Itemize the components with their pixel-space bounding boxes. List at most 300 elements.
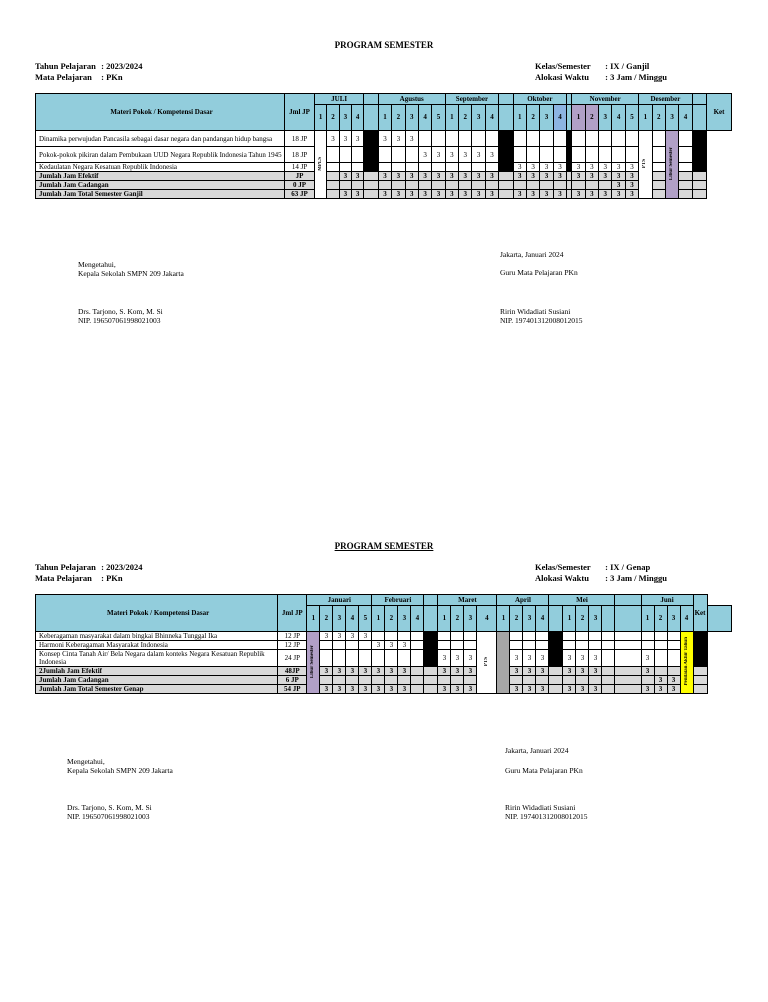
week-cell — [424, 667, 438, 676]
week-header: 4 — [680, 606, 693, 632]
week-cell: 3 — [405, 190, 418, 199]
week-header — [615, 606, 641, 632]
week-cell: 3 — [438, 667, 451, 676]
week-header: 4 — [346, 606, 359, 632]
week-cell: 3 — [526, 190, 539, 199]
week-cell: 3 — [589, 685, 602, 694]
week-cell: 3 — [510, 650, 523, 667]
week-cell: 3 — [320, 632, 333, 641]
week-cell: 3 — [585, 172, 598, 181]
separator-cell — [615, 595, 641, 606]
week-header: 5 — [432, 105, 445, 131]
kepsek-name: Drs. Tarjono, S. Kom, M. Si — [67, 803, 152, 812]
month-header: Maret — [438, 595, 497, 606]
jp-cell: 12 JP — [278, 641, 307, 650]
week-header: 1 — [438, 606, 451, 632]
week-cell: 3 — [346, 685, 359, 694]
week-cell: 3 — [612, 163, 625, 172]
week-header: 2 — [392, 105, 405, 131]
week-cell — [510, 676, 523, 685]
week-cell — [641, 676, 654, 685]
month-header: November — [572, 94, 639, 105]
week-cell: 3 — [372, 641, 385, 650]
week-header: 4 — [351, 105, 363, 131]
week-cell: 3 — [359, 667, 372, 676]
week-cell — [333, 676, 346, 685]
schedule-marker — [477, 632, 497, 694]
week-header: 2 — [652, 105, 665, 131]
kepsek-title: Kepala Sekolah SMPN 209 Jakarta — [78, 269, 184, 278]
week-cell — [346, 641, 359, 650]
week-header: 3 — [667, 606, 680, 632]
week-cell: 3 — [464, 685, 477, 694]
week-cell: 3 — [585, 190, 598, 199]
week-cell: 3 — [385, 641, 398, 650]
week-header: 2 — [526, 105, 539, 131]
guru-title: Guru Mata Pelajaran PKn — [505, 766, 583, 775]
week-header: 1 — [378, 105, 391, 131]
week-cell — [615, 676, 641, 685]
week-cell: 3 — [540, 172, 553, 181]
week-cell: 3 — [625, 190, 638, 199]
week-cell: 3 — [438, 685, 451, 694]
week-cell — [411, 641, 424, 650]
week-cell: 3 — [472, 190, 485, 199]
week-cell: 3 — [667, 685, 680, 694]
week-cell: 3 — [351, 172, 363, 181]
month-header: Februari — [372, 595, 424, 606]
week-cell: 3 — [625, 163, 638, 172]
week-header: 2 — [459, 105, 472, 131]
week-header: 4 — [553, 105, 566, 131]
header-materi: Materi Pokok / Kompetensi Dasar — [36, 595, 278, 632]
week-cell — [398, 676, 411, 685]
week-cell: 3 — [654, 685, 667, 694]
week-cell: 3 — [585, 163, 598, 172]
week-cell: 3 — [445, 147, 458, 163]
week-cell: 3 — [432, 172, 445, 181]
header-ket: Ket — [707, 94, 732, 131]
header-right — [535, 562, 667, 584]
week-cell: 3 — [320, 685, 333, 694]
tahun-value: : 2023/2024 — [101, 562, 143, 572]
week-cell: 3 — [523, 667, 536, 676]
alokasi-value: : 3 Jam / Minggu — [605, 72, 667, 82]
week-cell: 3 — [540, 190, 553, 199]
week-cell: 3 — [513, 190, 526, 199]
week-cell — [536, 641, 549, 650]
week-cell — [549, 667, 563, 676]
week-cell: 3 — [536, 685, 549, 694]
materi-cell: Jumlah Jam Cadangan — [36, 676, 278, 685]
week-cell: 3 — [432, 190, 445, 199]
week-cell: 3 — [398, 667, 411, 676]
week-cell — [451, 641, 464, 650]
week-cell — [693, 641, 707, 650]
marker-label: Libur Semester — [310, 644, 316, 679]
week-header: 3 — [523, 606, 536, 632]
semester-table — [35, 594, 732, 694]
week-cell: 3 — [346, 632, 359, 641]
mengetahui-text: Mengetahui, — [78, 260, 116, 269]
week-cell: 3 — [553, 190, 566, 199]
week-cell — [549, 641, 563, 650]
week-header: 2 — [385, 606, 398, 632]
signature-left — [67, 757, 173, 775]
week-header: 2 — [510, 606, 523, 632]
month-header: Agustus — [378, 94, 445, 105]
header-ket: Ket — [693, 595, 707, 632]
week-cell: 3 — [418, 147, 431, 163]
week-cell — [602, 632, 615, 641]
week-header: 2 — [451, 606, 464, 632]
week-cell — [654, 632, 667, 641]
table-row — [36, 667, 732, 676]
week-header: 2 — [576, 606, 589, 632]
week-cell: 3 — [351, 131, 363, 147]
week-cell — [451, 676, 464, 685]
week-cell: 3 — [485, 172, 498, 181]
kelas-value: : IX / Genap — [605, 562, 651, 572]
week-cell — [438, 676, 451, 685]
week-cell — [510, 641, 523, 650]
week-cell: 3 — [346, 667, 359, 676]
week-cell: 3 — [378, 190, 391, 199]
week-header — [602, 606, 615, 632]
week-cell — [372, 676, 385, 685]
kepsek-title: Kepala Sekolah SMPN 209 Jakarta — [67, 766, 173, 775]
week-cell — [654, 667, 667, 676]
week-cell: 3 — [563, 685, 576, 694]
week-header: 1 — [639, 105, 652, 131]
week-header: 5 — [359, 606, 372, 632]
week-cell — [438, 632, 451, 641]
week-cell: 3 — [641, 650, 654, 667]
week-cell: 3 — [625, 172, 638, 181]
header-materi: Materi Pokok / Kompetensi Dasar — [36, 94, 285, 131]
materi-cell: Keberagaman masyarakat dalam bingkai Bhinneka Tunggal Ika — [36, 632, 278, 641]
week-cell: 3 — [540, 163, 553, 172]
week-cell: 3 — [385, 685, 398, 694]
week-cell — [320, 676, 333, 685]
header-left — [35, 562, 142, 584]
alokasi-label: Alokasi Waktu — [535, 573, 589, 583]
week-cell: 3 — [333, 667, 346, 676]
week-cell — [667, 641, 680, 650]
week-cell: 3 — [553, 163, 566, 172]
week-cell — [359, 676, 372, 685]
mapel-label: Mata Pelajaran — [35, 72, 92, 82]
month-header: Juni — [641, 595, 693, 606]
jp-cell: 6 JP — [278, 676, 307, 685]
week-cell — [549, 676, 563, 685]
week-cell — [693, 685, 707, 694]
materi-cell: 2Jumlah Jam Efektif — [36, 667, 278, 676]
week-cell: 3 — [563, 667, 576, 676]
week-cell — [667, 667, 680, 676]
schedule-marker — [307, 632, 320, 694]
week-cell: 3 — [563, 650, 576, 667]
week-cell — [693, 676, 707, 685]
week-cell: 3 — [451, 685, 464, 694]
week-cell — [549, 650, 563, 667]
week-header: 1 — [641, 606, 654, 632]
week-cell — [576, 641, 589, 650]
week-cell: 3 — [510, 685, 523, 694]
week-cell — [523, 676, 536, 685]
jp-cell: 18 JP — [285, 131, 315, 147]
schedule-marker — [497, 632, 510, 694]
guru-name: Ririn Widadiati Susiani — [500, 307, 571, 316]
week-cell: 3 — [612, 190, 625, 199]
week-cell: 3 — [451, 650, 464, 667]
marker-label: PTS — [642, 158, 648, 169]
week-cell: 3 — [513, 172, 526, 181]
kelas-label: Kelas/Semester — [535, 61, 591, 71]
week-cell — [385, 676, 398, 685]
week-cell: 3 — [464, 650, 477, 667]
week-header: 1 — [314, 105, 326, 131]
week-cell: 3 — [372, 667, 385, 676]
week-cell: 3 — [654, 676, 667, 685]
week-cell — [693, 650, 707, 667]
week-cell: 3 — [432, 147, 445, 163]
week-header: 3 — [589, 606, 602, 632]
week-cell — [589, 632, 602, 641]
week-header: 2 — [654, 606, 667, 632]
week-cell — [576, 676, 589, 685]
kepsek-nip: NIP. 196507061998021003 — [78, 316, 161, 325]
materi-cell: Pokok-pokok pikiran dalam Pembukaan UUD Negara Republik Indonesia Tahun 1945 — [36, 147, 285, 163]
week-cell — [615, 667, 641, 676]
week-cell — [549, 685, 563, 694]
week-cell — [615, 685, 641, 694]
month-header: JULI — [314, 94, 363, 105]
week-cell — [667, 632, 680, 641]
week-cell: 3 — [320, 667, 333, 676]
week-cell: 3 — [327, 131, 339, 147]
week-cell: 3 — [351, 190, 363, 199]
week-cell — [654, 641, 667, 650]
week-cell: 3 — [589, 667, 602, 676]
week-cell — [464, 641, 477, 650]
week-cell — [641, 632, 654, 641]
week-cell — [333, 641, 346, 650]
week-cell — [602, 650, 615, 667]
week-header: 3 — [540, 105, 553, 131]
materi-cell: Harmoni Keberagaman Masyarakat Indonesia — [36, 641, 278, 650]
week-cell: 3 — [572, 190, 585, 199]
week-cell: 3 — [513, 163, 526, 172]
week-cell: 3 — [523, 650, 536, 667]
marker-label: MPLS — [317, 156, 323, 171]
week-cell — [563, 632, 576, 641]
week-header: 3 — [599, 105, 612, 131]
week-cell: 3 — [667, 676, 680, 685]
week-cell — [359, 641, 372, 650]
week-cell: 3 — [572, 163, 585, 172]
week-header: 3 — [339, 105, 351, 131]
guru-name: Ririn Widadiati Susiani — [505, 803, 576, 812]
month-header: April — [497, 595, 549, 606]
week-cell — [464, 676, 477, 685]
month-header: Oktober — [513, 94, 567, 105]
jp-cell: 54 JP — [278, 685, 307, 694]
header-jml-jp: Jml JP — [285, 94, 315, 131]
week-cell — [523, 632, 536, 641]
week-cell — [424, 650, 438, 667]
week-cell — [438, 641, 451, 650]
signature-right-name — [505, 803, 588, 821]
week-cell: 3 — [339, 190, 351, 199]
week-cell — [576, 632, 589, 641]
week-cell: 3 — [526, 172, 539, 181]
week-cell — [398, 632, 411, 641]
week-header: 4 — [477, 606, 497, 632]
week-cell: 3 — [418, 190, 431, 199]
week-header: 2 — [585, 105, 598, 131]
week-cell: 3 — [339, 172, 351, 181]
week-cell: 3 — [576, 667, 589, 676]
week-cell — [411, 632, 424, 641]
week-cell: 3 — [576, 685, 589, 694]
week-cell: 3 — [392, 190, 405, 199]
week-cell — [536, 632, 549, 641]
week-cell — [424, 685, 438, 694]
week-cell: 3 — [372, 685, 385, 694]
guru-nip: NIP. 197401312008012015 — [500, 316, 583, 325]
week-cell — [424, 676, 438, 685]
week-cell: 3 — [359, 685, 372, 694]
week-cell: 3 — [398, 685, 411, 694]
week-cell: 3 — [405, 131, 418, 147]
week-cell: 3 — [641, 685, 654, 694]
week-cell: 3 — [398, 641, 411, 650]
place-date: Jakarta, Januari 2024 — [500, 250, 564, 259]
alokasi-label: Alokasi Waktu — [535, 72, 589, 82]
materi-cell: Jumlah Jam Total Semester Genap — [36, 685, 278, 694]
jp-cell: 63 JP — [285, 190, 315, 199]
tahun-label: Tahun Pelajaran — [35, 61, 96, 71]
place-date: Jakarta, Januari 2024 — [505, 746, 569, 755]
materi-cell: Jumlah Jam Efektif — [36, 172, 285, 181]
week-cell: 3 — [589, 650, 602, 667]
week-cell: 3 — [385, 667, 398, 676]
week-cell: 3 — [451, 667, 464, 676]
week-cell — [563, 676, 576, 685]
week-cell: 3 — [625, 181, 638, 190]
kelas-label: Kelas/Semester — [535, 562, 591, 572]
week-cell: 3 — [459, 147, 472, 163]
week-cell — [464, 632, 477, 641]
kelas-value: : IX / Ganjil — [605, 61, 650, 71]
week-cell — [693, 667, 707, 676]
week-cell: 3 — [599, 163, 612, 172]
week-cell — [411, 667, 424, 676]
week-cell: 3 — [523, 685, 536, 694]
week-cell: 3 — [464, 667, 477, 676]
week-cell: 3 — [333, 632, 346, 641]
week-cell — [549, 632, 563, 641]
jp-cell: 48JP — [278, 667, 307, 676]
week-cell — [385, 632, 398, 641]
week-cell — [602, 641, 615, 650]
week-cell: 3 — [378, 172, 391, 181]
guru-nip: NIP. 197401312008012015 — [505, 812, 588, 821]
week-cell — [667, 650, 680, 667]
week-cell — [589, 641, 602, 650]
week-header: 4 — [679, 105, 692, 131]
week-cell: 3 — [599, 190, 612, 199]
week-cell: 3 — [472, 147, 485, 163]
jp-cell: 14 JP — [285, 163, 315, 172]
week-header: 3 — [464, 606, 477, 632]
week-header: 4 — [485, 105, 498, 131]
week-cell — [411, 650, 424, 667]
week-cell — [563, 641, 576, 650]
month-header: Mei — [549, 595, 615, 606]
schedule-marker — [680, 632, 693, 694]
week-cell — [346, 676, 359, 685]
mengetahui-text: Mengetahui, — [67, 757, 105, 766]
week-cell — [372, 650, 385, 667]
week-cell: 3 — [459, 172, 472, 181]
week-header: 4 — [418, 105, 431, 131]
week-cell — [411, 685, 424, 694]
tahun-label: Tahun Pelajaran — [35, 562, 96, 572]
week-header: 3 — [472, 105, 485, 131]
week-cell — [398, 650, 411, 667]
week-header: 1 — [572, 105, 585, 131]
week-cell: 3 — [553, 172, 566, 181]
week-cell: 3 — [472, 172, 485, 181]
week-header: 4 — [411, 606, 424, 632]
mapel-value: : PKn — [101, 72, 123, 82]
page-title: PROGRAM SEMESTER — [334, 541, 434, 551]
week-cell: 3 — [445, 172, 458, 181]
alokasi-value: : 3 Jam / Minggu — [605, 573, 667, 583]
week-header: 1 — [497, 606, 510, 632]
week-cell — [510, 632, 523, 641]
week-header: 3 — [405, 105, 418, 131]
week-header: 2 — [327, 105, 339, 131]
week-cell — [602, 667, 615, 676]
materi-cell: Jumlah Jam Cadangan — [36, 181, 285, 190]
week-cell: 3 — [333, 685, 346, 694]
week-cell — [536, 676, 549, 685]
kepsek-nip: NIP. 196507061998021003 — [67, 812, 150, 821]
kepsek-name: Drs. Tarjono, S. Kom, M. Si — [78, 307, 163, 316]
week-cell — [424, 641, 438, 650]
marker-label: PTS — [483, 656, 489, 667]
week-cell — [615, 650, 641, 667]
week-cell — [641, 641, 654, 650]
week-cell: 3 — [339, 131, 351, 147]
week-cell: 3 — [485, 190, 498, 199]
week-cell — [602, 676, 615, 685]
materi-cell: Dinamika perwujudan Pancasila sebagai dasar negara dan pandangan hidup bangsa — [36, 131, 285, 147]
week-cell — [411, 676, 424, 685]
week-header: 3 — [665, 105, 678, 131]
week-cell: 3 — [438, 650, 451, 667]
header-jml-jp: Jml JP — [278, 595, 307, 632]
week-cell: 3 — [612, 181, 625, 190]
week-cell: 3 — [641, 667, 654, 676]
week-cell — [451, 632, 464, 641]
week-cell — [523, 641, 536, 650]
week-cell: 3 — [392, 172, 405, 181]
table-row — [36, 641, 732, 650]
